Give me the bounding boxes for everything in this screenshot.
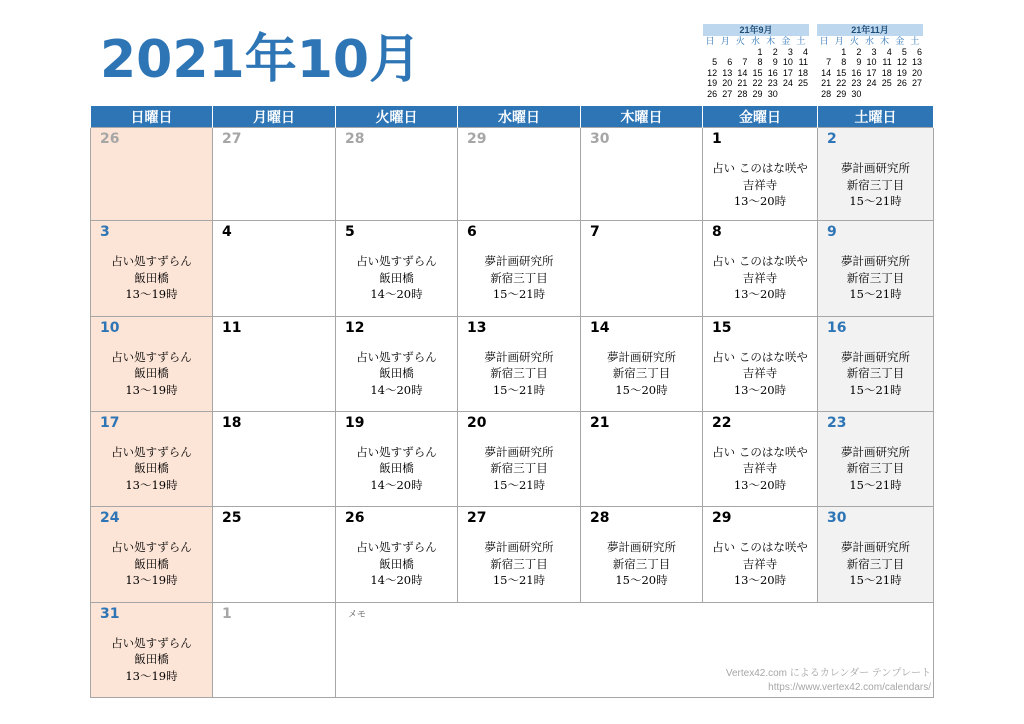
day-cell-friday[interactable] — [703, 507, 818, 602]
mini-weekday: 日 — [705, 36, 715, 46]
day-number: 8 — [712, 224, 722, 241]
mini-day: 24 — [782, 78, 793, 88]
event-line: 吉祥寺 — [742, 366, 778, 381]
mini-day: 26 — [707, 88, 718, 99]
event-line: 夢計画研究所 — [484, 349, 554, 364]
event-line: 飯田橋 — [134, 270, 169, 285]
mini-week-row — [817, 57, 923, 68]
event-line: 夢計画研究所 — [841, 254, 910, 269]
event-line: 新宿三丁目 — [490, 366, 548, 381]
day-number: 3 — [100, 224, 110, 241]
mini-day: 25 — [881, 78, 892, 88]
day-cell-sunday[interactable] — [91, 411, 213, 506]
event-entry — [458, 253, 580, 303]
mini-day: 3 — [787, 46, 793, 57]
mini-day: 30 — [851, 88, 862, 99]
mini-week-row — [703, 47, 809, 58]
event-line: 15～21時 — [492, 382, 546, 397]
mini-weekday: 火 — [849, 36, 859, 46]
mini-day: 1 — [841, 46, 847, 57]
event-line: 13～20時 — [733, 287, 787, 302]
mini-day: 29 — [836, 88, 847, 99]
memo-area[interactable] — [336, 602, 934, 697]
day-number: 9 — [827, 224, 837, 241]
page-title: 2021年10月 — [100, 30, 422, 90]
event-line: 夢計画研究所 — [607, 349, 676, 364]
day-cell-monday[interactable] — [213, 411, 336, 506]
mini-day: 8 — [841, 57, 847, 67]
event-entry — [91, 349, 212, 399]
event-line: 占い このはな咲や — [712, 444, 808, 459]
mini-day — [817, 47, 832, 58]
mini-day: 21 — [737, 78, 748, 88]
day-number: 4 — [222, 224, 232, 241]
memo-label: メモ — [348, 609, 367, 620]
mini-calendar-title: 21年11月 — [817, 24, 923, 36]
mini-day — [862, 89, 877, 100]
event-line: 15～21時 — [849, 573, 902, 588]
day-number: 18 — [222, 414, 242, 431]
day-number: 2 — [827, 131, 837, 147]
mini-day — [718, 47, 733, 58]
day-number: 6 — [467, 224, 477, 241]
mini-day — [779, 89, 794, 100]
mini-day: 15 — [836, 67, 847, 78]
week-row — [91, 602, 934, 697]
day-cell-tuesday[interactable] — [336, 221, 458, 316]
event-line: 吉祥寺 — [742, 177, 778, 192]
mini-day: 18 — [881, 67, 892, 78]
event-line: 占い このはな咲や — [712, 349, 808, 364]
event-line: 夢計画研究所 — [841, 444, 910, 459]
day-number: 24 — [100, 510, 120, 527]
day-cell-friday[interactable] — [703, 221, 818, 316]
day-number: 10 — [100, 319, 120, 336]
event-line: 新宿三丁目 — [490, 556, 548, 571]
day-number: 27 — [222, 131, 242, 147]
day-cell-saturday[interactable] — [818, 411, 934, 506]
event-line: 14～20時 — [370, 477, 423, 492]
event-line: 15～21時 — [849, 194, 902, 208]
day-cell-thursday[interactable] — [581, 316, 703, 411]
mini-day: 7 — [826, 57, 832, 67]
event-line: 15～21時 — [492, 573, 546, 588]
mini-calendar-september — [703, 24, 809, 110]
mini-day: 15 — [752, 67, 763, 78]
mini-day: 28 — [821, 88, 832, 99]
event-line: 夢計画研究所 — [484, 540, 554, 555]
weekday-header-monday: 月曜日 — [213, 106, 336, 128]
event-line: 飯田橋 — [134, 461, 169, 476]
mini-weekday: 水 — [750, 36, 760, 46]
event-entry — [581, 349, 702, 399]
event-line: 占い このはな咲や — [712, 161, 808, 175]
mini-weekday-row — [817, 36, 923, 47]
mini-week-row — [817, 68, 923, 79]
mini-weekday: 水 — [864, 36, 874, 46]
day-number: 1 — [222, 605, 232, 622]
event-line: 15～21時 — [849, 382, 902, 397]
mini-week-row — [703, 89, 809, 100]
day-number: 22 — [712, 414, 732, 431]
mini-day: 11 — [882, 57, 892, 67]
mini-day: 19 — [707, 78, 718, 88]
mini-weekday: 土 — [910, 36, 920, 46]
mini-day — [794, 89, 809, 100]
day-number: 30 — [827, 510, 847, 527]
event-entry — [818, 349, 933, 399]
event-line: 13～20時 — [733, 477, 787, 492]
day-number: 27 — [467, 510, 487, 527]
day-cell-sunday[interactable] — [91, 316, 213, 411]
mini-day: 13 — [911, 57, 922, 67]
mini-day: 1 — [757, 46, 763, 57]
mini-day — [703, 47, 718, 58]
event-line: 14～20時 — [370, 573, 423, 588]
mini-weekday: 火 — [735, 36, 745, 46]
day-cell-wednesday[interactable] — [458, 221, 581, 316]
event-line: 吉祥寺 — [742, 556, 778, 571]
mini-day: 21 — [821, 78, 832, 88]
event-line: 占い処すずらん — [356, 254, 437, 269]
event-line: 新宿三丁目 — [846, 461, 905, 476]
mini-day: 25 — [797, 78, 808, 88]
mini-day: 20 — [911, 67, 922, 78]
event-line: 13～19時 — [125, 287, 178, 302]
weekday-header-sunday: 日曜日 — [91, 106, 213, 128]
event-line: 15～21時 — [849, 287, 902, 302]
day-cell-friday[interactable] — [703, 316, 818, 411]
event-line: 新宿三丁目 — [846, 177, 905, 192]
mini-day: 23 — [767, 78, 778, 88]
event-line: 13～20時 — [733, 194, 787, 208]
day-cell-sunday[interactable] — [91, 602, 213, 697]
day-cell-monday[interactable] — [213, 602, 336, 697]
day-cell-wednesday[interactable] — [458, 507, 581, 602]
event-entry — [581, 539, 702, 589]
mini-day: 3 — [871, 46, 877, 57]
event-entry — [818, 444, 933, 494]
event-line: 新宿三丁目 — [846, 366, 905, 381]
event-line: 占い処すずらん — [111, 444, 192, 459]
month-calendar — [90, 106, 934, 698]
mini-weekday: 金 — [781, 36, 791, 46]
event-entry — [336, 539, 457, 589]
mini-day: 5 — [712, 57, 718, 67]
day-number: 28 — [590, 510, 610, 527]
mini-week-row — [817, 78, 923, 89]
event-line: 13～19時 — [125, 668, 178, 683]
mini-day: 23 — [851, 78, 862, 88]
week-row — [91, 221, 934, 316]
week-row — [91, 316, 934, 411]
event-line: 吉祥寺 — [742, 270, 778, 285]
day-number: 13 — [467, 319, 487, 336]
day-cell-tuesday[interactable] — [336, 128, 458, 221]
weekday-header-tuesday: 火曜日 — [336, 106, 458, 128]
mini-day: 18 — [797, 67, 808, 78]
day-number: 30 — [590, 131, 610, 147]
mini-week-row — [703, 78, 809, 89]
event-line: 飯田橋 — [379, 366, 414, 381]
event-line: 夢計画研究所 — [841, 161, 910, 175]
mini-day: 28 — [737, 88, 748, 99]
mini-weekday: 木 — [766, 36, 776, 46]
day-cell-saturday[interactable] — [818, 507, 934, 602]
day-cell-tuesday[interactable] — [336, 507, 458, 602]
day-cell-thursday[interactable] — [581, 128, 703, 221]
day-number: 26 — [100, 131, 120, 147]
day-cell-monday[interactable] — [213, 221, 336, 316]
mini-day: 2 — [856, 46, 862, 57]
mini-day: 9 — [856, 57, 862, 67]
event-line: 15～20時 — [615, 573, 668, 588]
event-line: 15～20時 — [615, 382, 668, 397]
mini-day: 4 — [802, 46, 808, 57]
event-line: 13～20時 — [733, 573, 787, 588]
event-entry — [818, 253, 933, 303]
day-number: 15 — [712, 319, 732, 336]
day-number: 29 — [467, 131, 487, 147]
event-entry — [336, 444, 457, 494]
day-cell-wednesday[interactable] — [458, 316, 581, 411]
credit-text: Vertex42.com によるカレンダー テンプレート — [725, 668, 931, 679]
event-line: 15～21時 — [849, 477, 902, 492]
mini-day: 4 — [886, 46, 892, 57]
event-line: 占い処すずらん — [356, 444, 437, 459]
mini-day: 14 — [821, 67, 832, 78]
mini-day: 10 — [782, 57, 793, 67]
day-number: 29 — [712, 510, 732, 527]
event-line: 新宿三丁目 — [612, 556, 671, 571]
day-number: 25 — [222, 510, 242, 527]
day-cell-friday[interactable] — [703, 411, 818, 506]
mini-day: 26 — [896, 78, 907, 88]
day-cell-monday[interactable] — [213, 128, 336, 221]
day-cell-wednesday[interactable] — [458, 128, 581, 221]
weekday-header-friday: 金曜日 — [703, 106, 818, 128]
event-line: 占い このはな咲や — [712, 254, 808, 269]
mini-day: 13 — [722, 67, 733, 78]
weekday-header-saturday: 土曜日 — [818, 106, 934, 128]
mini-weekday: 金 — [895, 36, 905, 46]
week-row — [91, 411, 934, 506]
day-cell-wednesday[interactable] — [458, 411, 581, 506]
mini-day: 14 — [737, 67, 748, 78]
event-line: 占い処すずらん — [111, 540, 192, 555]
mini-calendar-grid — [817, 36, 923, 110]
event-entry — [458, 539, 580, 589]
event-line: 15～21時 — [492, 287, 546, 302]
mini-day: 17 — [782, 67, 793, 78]
event-line: 14～20時 — [370, 382, 423, 397]
mini-day: 19 — [896, 67, 907, 78]
day-cell-saturday[interactable] — [818, 316, 934, 411]
event-line: 15～21時 — [492, 477, 546, 492]
event-entry — [336, 349, 457, 399]
day-cell-saturday[interactable] — [818, 221, 934, 316]
event-line: 新宿三丁目 — [846, 270, 905, 285]
day-number: 11 — [222, 319, 242, 336]
day-number: 23 — [827, 414, 847, 431]
mini-calendar-title: 21年9月 — [703, 24, 809, 36]
mini-day: 27 — [722, 88, 733, 99]
mini-day: 10 — [866, 57, 877, 67]
event-line: 飯田橋 — [379, 270, 414, 285]
mini-calendar-november — [817, 24, 923, 110]
mini-weekday: 木 — [880, 36, 890, 46]
weekday-header-thursday: 木曜日 — [581, 106, 703, 128]
mini-day: 7 — [742, 57, 748, 67]
mini-week-row — [703, 57, 809, 68]
mini-week-row — [703, 68, 809, 79]
day-cell-thursday[interactable] — [581, 221, 703, 316]
day-number: 7 — [590, 224, 600, 241]
credit-url[interactable]: https://www.vertex42.com/calendars/ — [768, 682, 931, 693]
event-entry — [703, 349, 817, 399]
day-cell-monday[interactable] — [213, 316, 336, 411]
day-cell-sunday[interactable] — [91, 221, 213, 316]
week-row — [91, 507, 934, 602]
mini-day: 17 — [866, 67, 877, 78]
mini-week-row — [817, 47, 923, 58]
day-number: 16 — [827, 319, 847, 336]
day-number: 1 — [712, 131, 722, 147]
week-row — [91, 128, 934, 221]
event-entry — [818, 160, 933, 210]
mini-weekday: 月 — [720, 36, 730, 46]
template-credit — [726, 667, 931, 695]
mini-day: 27 — [911, 78, 922, 88]
day-number: 28 — [345, 131, 365, 147]
mini-day — [908, 89, 923, 100]
day-number: 26 — [345, 510, 365, 527]
event-line: 占い処すずらん — [111, 635, 192, 650]
day-cell-sunday[interactable] — [91, 507, 213, 602]
day-number: 19 — [345, 414, 365, 431]
event-entry — [91, 635, 212, 685]
day-number: 17 — [100, 414, 120, 431]
mini-day: 24 — [866, 78, 877, 88]
mini-day: 2 — [772, 46, 778, 57]
mini-day: 6 — [916, 46, 922, 57]
event-line: 占い処すずらん — [111, 254, 192, 269]
event-line: 新宿三丁目 — [490, 461, 548, 476]
event-entry — [818, 539, 933, 589]
mini-day: 29 — [752, 88, 763, 99]
event-entry — [703, 160, 817, 210]
mini-day: 6 — [727, 57, 733, 67]
mini-day — [893, 89, 908, 100]
day-number: 31 — [100, 605, 120, 622]
day-number: 21 — [590, 414, 610, 431]
event-line: 夢計画研究所 — [841, 349, 910, 364]
day-cell-friday[interactable] — [703, 128, 818, 221]
mini-day: 9 — [772, 57, 778, 67]
mini-day: 8 — [757, 57, 763, 67]
event-line: 夢計画研究所 — [484, 444, 554, 459]
event-line: 夢計画研究所 — [607, 540, 676, 555]
event-line: 13～19時 — [125, 382, 178, 397]
event-line: 13～19時 — [125, 573, 178, 588]
event-entry — [458, 444, 580, 494]
event-entry — [91, 539, 212, 589]
event-line: 夢計画研究所 — [484, 254, 554, 269]
mini-day: 30 — [767, 88, 778, 99]
event-entry — [91, 253, 212, 303]
event-entry — [336, 253, 457, 303]
day-cell-saturday[interactable] — [818, 128, 934, 221]
day-number: 5 — [345, 224, 355, 241]
event-line: 14～20時 — [370, 287, 423, 302]
event-entry — [703, 253, 817, 303]
event-line: 吉祥寺 — [742, 461, 778, 476]
mini-day: 20 — [722, 78, 733, 88]
event-line: 飯田橋 — [379, 461, 414, 476]
mini-day: 22 — [752, 78, 763, 88]
mini-day: 11 — [798, 57, 808, 67]
mini-day: 12 — [707, 67, 718, 78]
event-line: 新宿三丁目 — [490, 270, 548, 285]
event-line: 夢計画研究所 — [841, 540, 910, 555]
event-line: 占い処すずらん — [111, 349, 192, 364]
day-cell-monday[interactable] — [213, 507, 336, 602]
event-line: 占い このはな咲や — [712, 540, 808, 555]
mini-weekday-row — [703, 36, 809, 47]
mini-day: 16 — [767, 67, 778, 78]
day-number: 12 — [345, 319, 365, 336]
mini-week-row — [817, 89, 923, 100]
day-number: 14 — [590, 319, 610, 336]
day-cell-thursday[interactable] — [581, 411, 703, 506]
event-line: 占い処すずらん — [356, 349, 437, 364]
weekday-header-row — [91, 106, 934, 128]
event-line: 飯田橋 — [134, 556, 169, 571]
day-number: 20 — [467, 414, 487, 431]
event-line: 13～20時 — [733, 382, 787, 397]
event-line: 新宿三丁目 — [846, 556, 905, 571]
mini-day: 22 — [836, 78, 847, 88]
day-cell-thursday[interactable] — [581, 507, 703, 602]
event-line: 飯田橋 — [379, 556, 414, 571]
mini-weekday: 土 — [796, 36, 806, 46]
mini-weekday: 日 — [819, 36, 829, 46]
mini-day: 12 — [896, 57, 907, 67]
weekday-header-wednesday: 水曜日 — [458, 106, 581, 128]
day-cell-tuesday[interactable] — [336, 316, 458, 411]
event-entry — [91, 444, 212, 494]
event-line: 飯田橋 — [134, 652, 169, 667]
event-line: 13～19時 — [125, 477, 178, 492]
mini-weekday: 月 — [834, 36, 844, 46]
mini-day: 16 — [851, 67, 862, 78]
event-line: 占い処すずらん — [356, 540, 437, 555]
mini-day — [878, 89, 893, 100]
event-line: 新宿三丁目 — [612, 366, 671, 381]
mini-day: 5 — [901, 46, 907, 57]
event-entry — [703, 444, 817, 494]
mini-day — [733, 47, 748, 58]
mini-calendar-grid — [703, 36, 809, 110]
event-line: 飯田橋 — [134, 366, 169, 381]
day-cell-tuesday[interactable] — [336, 411, 458, 506]
event-entry — [458, 349, 580, 399]
day-cell-sunday[interactable] — [91, 128, 213, 221]
event-entry — [703, 539, 817, 589]
